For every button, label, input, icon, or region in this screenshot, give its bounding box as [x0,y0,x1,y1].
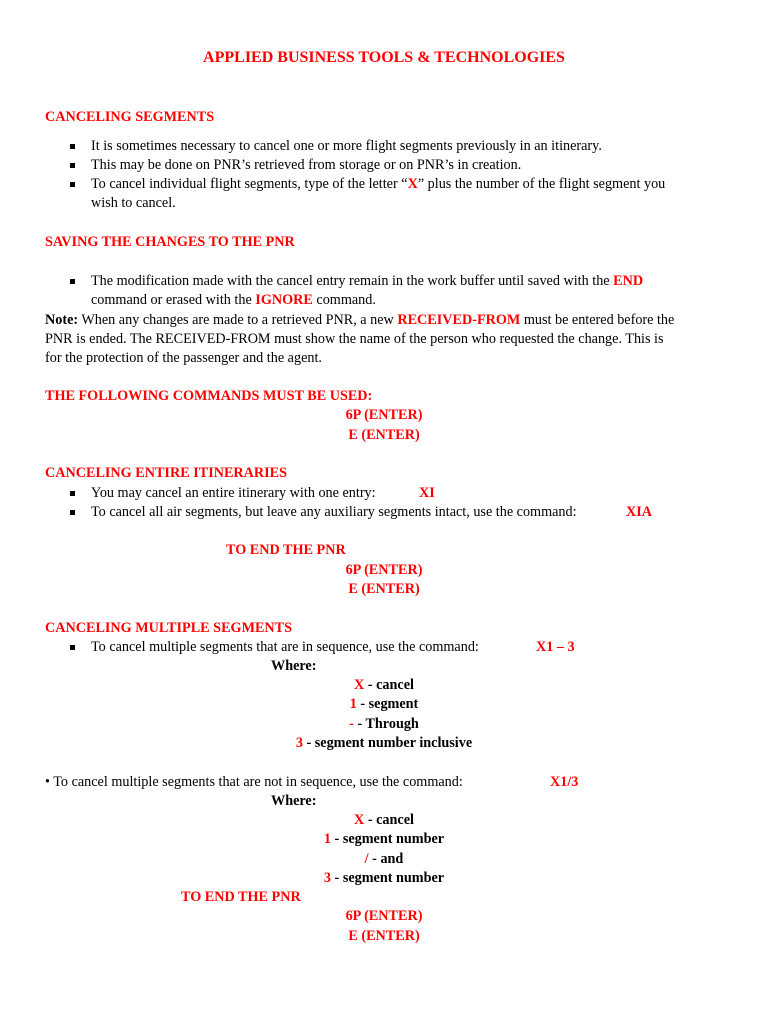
section-heading-canceling-entire-itineraries: CANCELING ENTIRE ITINERARIES [45,465,288,481]
command-x1-3: X1 – 3 [536,639,575,655]
section-heading-canceling-segments: CANCELING SEGMENTS [45,109,215,125]
definition-text: - and [368,851,404,867]
definition-text: - cancel [364,677,414,693]
definition-code: 3 [295,735,303,751]
where-label: Where: [271,658,317,674]
bullet-text [91,272,643,291]
bullet-marker [70,510,75,515]
definition-code: - [349,716,354,732]
definition-code: 1 [323,831,331,847]
command-xia: XIA [626,504,653,520]
command-ignore: IGNORE [255,292,313,308]
bullet-marker [70,645,75,650]
definition-line [0,715,768,734]
command-e: E (ENTER) [348,928,420,944]
bullet-marker [70,163,75,168]
bullet-text: To cancel multiple segments that are in sequence, use the command: [91,639,479,655]
where-label: Where: [271,793,317,809]
command-6p: 6P (ENTER) [345,407,423,423]
bullet-text-continued [91,291,376,310]
definition-text: - segment [356,696,419,712]
received-from-term: RECEIVED-FROM [397,312,521,328]
definition-line [0,830,768,849]
bullet-text: You may cancel an entire itinerary with one entry: [91,485,376,501]
command-x1-slash-3: X1/3 [550,774,579,790]
bullet-marker [70,279,75,284]
definition-text: - segment number inclusive [302,735,473,751]
page-title: APPLIED BUSINESS TOOLS & TECHNOLOGIES [203,49,565,66]
end-pnr-heading: TO END THE PNR [226,542,346,558]
definition-line [0,734,768,753]
definition-line [0,869,768,888]
definition-line [0,676,768,695]
note-line: for the protection of the passenger and the agent. [45,350,322,366]
bullet-text: To cancel all air segments, but leave any auxiliary segments intact, use the command: [91,504,577,520]
definition-code: X [354,812,365,828]
bullet-text-part: The modification made with the cancel entry remain in the work buffer until saved with the [91,273,614,289]
definition-line [0,850,768,869]
section-heading-saving-changes: SAVING THE CHANGES TO THE PNR [45,234,295,250]
bullet-text-part: command or erased with the [91,292,256,308]
definition-code: / [364,851,369,867]
bullet-text-part: To cancel individual flight segments, type of the letter “ [91,176,408,192]
note-text: When any changes are made to a retrieved PNR, a new [78,312,398,328]
section-heading-commands: THE FOLLOWING COMMANDS MUST BE USED: [45,388,373,404]
bullet-marker [70,182,75,187]
definition-text: - Through [353,716,419,732]
definition-text: - segment number [331,831,445,847]
note-label: Note: [45,312,79,328]
bullet-text [91,175,665,194]
command-6p: 6P (ENTER) [345,908,423,924]
bullet-text: • To cancel multiple segments that are not in sequence, use the command: [45,774,463,790]
definition-code: X [354,677,365,693]
bullet-marker [70,491,75,496]
definition-code: 3 [323,870,331,886]
note-text: must be entered before the [520,312,675,328]
definition-code: 1 [349,696,357,712]
command-end: END [613,273,644,289]
bullet-marker [70,144,75,149]
note-line [45,311,674,330]
definition-text: - cancel [364,812,414,828]
note-line: PNR is ended. The RECEIVED-FROM must show the name of the person who requested the change. This is [45,331,664,347]
command-e: E (ENTER) [348,581,420,597]
bullet-text-continued: wish to cancel. [91,195,176,211]
bullet-text-part: ” plus the number of the flight segment you [417,176,666,192]
end-pnr-heading: TO END THE PNR [181,889,301,905]
bullet-text: This may be done on PNR’s retrieved from storage or on PNR’s in creation. [91,157,522,173]
definition-line [0,811,768,830]
command-e: E (ENTER) [348,427,420,443]
definition-text: - segment number [331,870,445,886]
section-heading-canceling-multiple-segments: CANCELING MULTIPLE SEGMENTS [45,620,293,636]
command-x: X [407,176,418,192]
bullet-text: It is sometimes necessary to cancel one or more flight segments previously in an itinerary. [91,138,602,154]
command-xi: XI [419,485,435,501]
bullet-text-part: command. [312,292,376,308]
definition-line [0,695,768,714]
command-6p: 6P (ENTER) [345,562,423,578]
